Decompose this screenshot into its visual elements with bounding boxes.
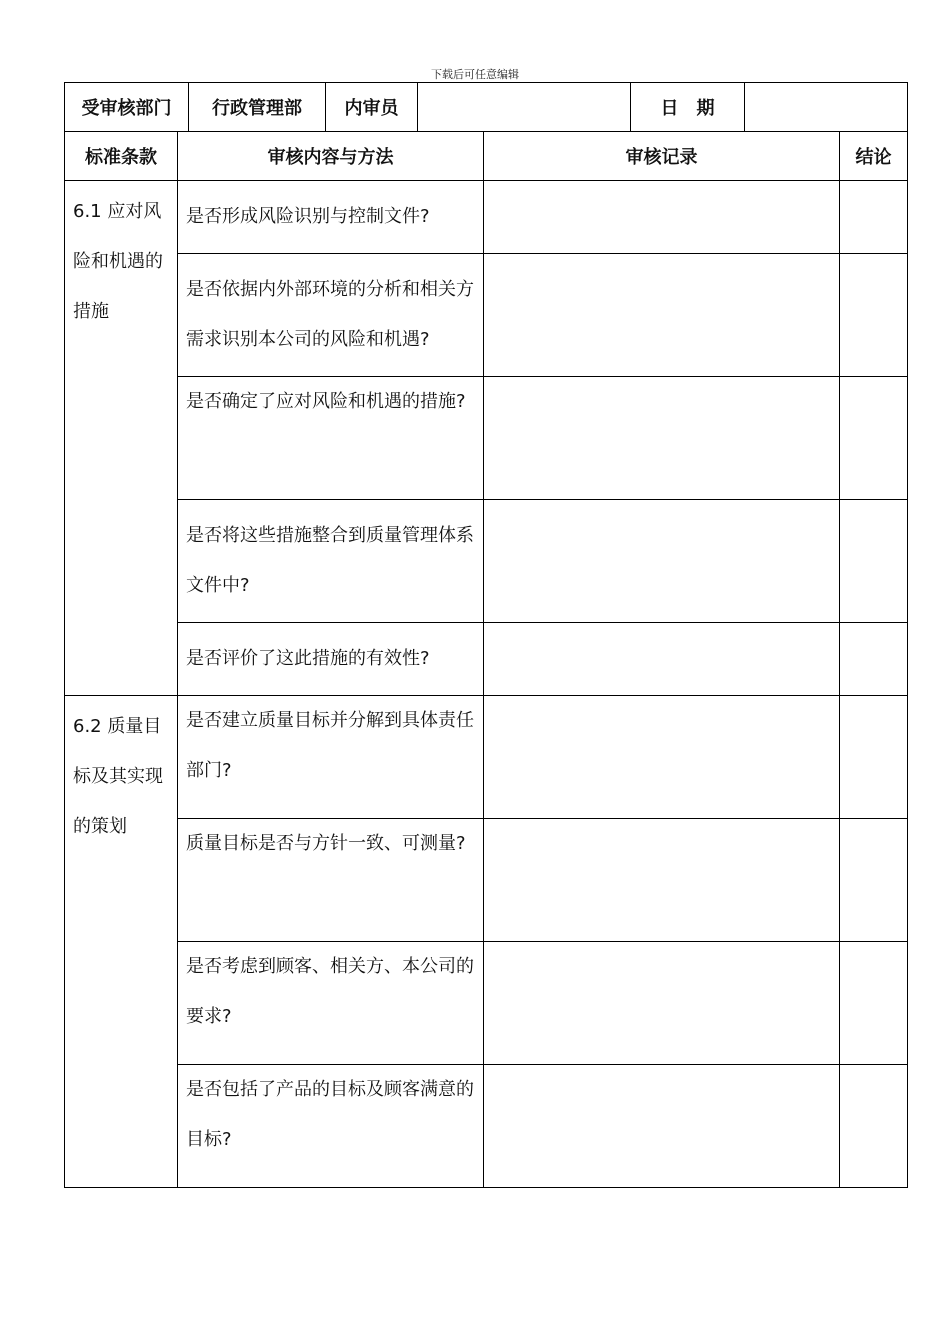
date-label: 日 期: [631, 83, 745, 132]
clause-cell: 6.1 应对风险和机遇的措施: [65, 181, 178, 696]
conclusion-cell[interactable]: [840, 181, 908, 254]
audit-record-cell[interactable]: [484, 500, 840, 623]
header-note: 下载后可任意编辑: [431, 68, 519, 81]
audit-record-cell[interactable]: [484, 377, 840, 500]
table-row: [65, 1065, 908, 1188]
audit-record-cell[interactable]: [484, 1065, 840, 1188]
audit-question: 是否考虑到顾客、相关方、本公司的要求?: [178, 942, 484, 1065]
date-value[interactable]: [745, 83, 908, 132]
audit-question: 是否依据内外部环境的分析和相关方需求识别本公司的风险和机遇?: [178, 254, 484, 377]
column-header-content: 审核内容与方法: [178, 132, 484, 181]
conclusion-cell[interactable]: [840, 500, 908, 623]
auditor-label: 内审员: [326, 83, 418, 132]
column-header-record: 审核记录: [484, 132, 840, 181]
clause-cell: 6.2 质量目标及其实现的策划: [65, 696, 178, 1188]
audit-record-cell[interactable]: [484, 696, 840, 819]
table-row: [65, 181, 908, 254]
auditor-value[interactable]: [418, 83, 631, 132]
audit-question: 是否评价了这此措施的有效性?: [178, 623, 484, 696]
conclusion-cell[interactable]: [840, 942, 908, 1065]
audit-record-cell[interactable]: [484, 254, 840, 377]
audit-question: 质量目标是否与方针一致、可测量?: [178, 819, 484, 942]
conclusion-cell[interactable]: [840, 377, 908, 500]
audit-question: 是否形成风险识别与控制文件?: [178, 181, 484, 254]
audit-record-cell[interactable]: [484, 819, 840, 942]
dept-value: 行政管理部: [189, 83, 326, 132]
conclusion-cell[interactable]: [840, 696, 908, 819]
audit-record-cell[interactable]: [484, 623, 840, 696]
table-row: [65, 819, 908, 942]
audit-question: 是否包括了产品的目标及顾客满意的目标?: [178, 1065, 484, 1188]
column-header-clause: 标准条款: [65, 132, 178, 181]
conclusion-cell[interactable]: [840, 623, 908, 696]
table-row: [65, 942, 908, 1065]
table-row: [65, 377, 908, 500]
dept-label: 受审核部门: [65, 83, 189, 132]
audit-checklist-table: [64, 131, 908, 1188]
audit-question: 是否建立质量目标并分解到具体责任部门?: [178, 696, 484, 819]
table-row: [65, 696, 908, 819]
audit-question: 是否确定了应对风险和机遇的措施?: [178, 377, 484, 500]
conclusion-cell[interactable]: [840, 254, 908, 377]
conclusion-cell[interactable]: [840, 1065, 908, 1188]
column-header-row: [65, 132, 908, 181]
column-header-conclusion: 结论: [840, 132, 908, 181]
audit-record-cell[interactable]: [484, 181, 840, 254]
table-row: [65, 254, 908, 377]
audit-question: 是否将这些措施整合到质量管理体系文件中?: [178, 500, 484, 623]
table-row: [65, 500, 908, 623]
audit-record-cell[interactable]: [484, 942, 840, 1065]
audit-info-table: [64, 82, 908, 132]
conclusion-cell[interactable]: [840, 819, 908, 942]
table-row: [65, 623, 908, 696]
